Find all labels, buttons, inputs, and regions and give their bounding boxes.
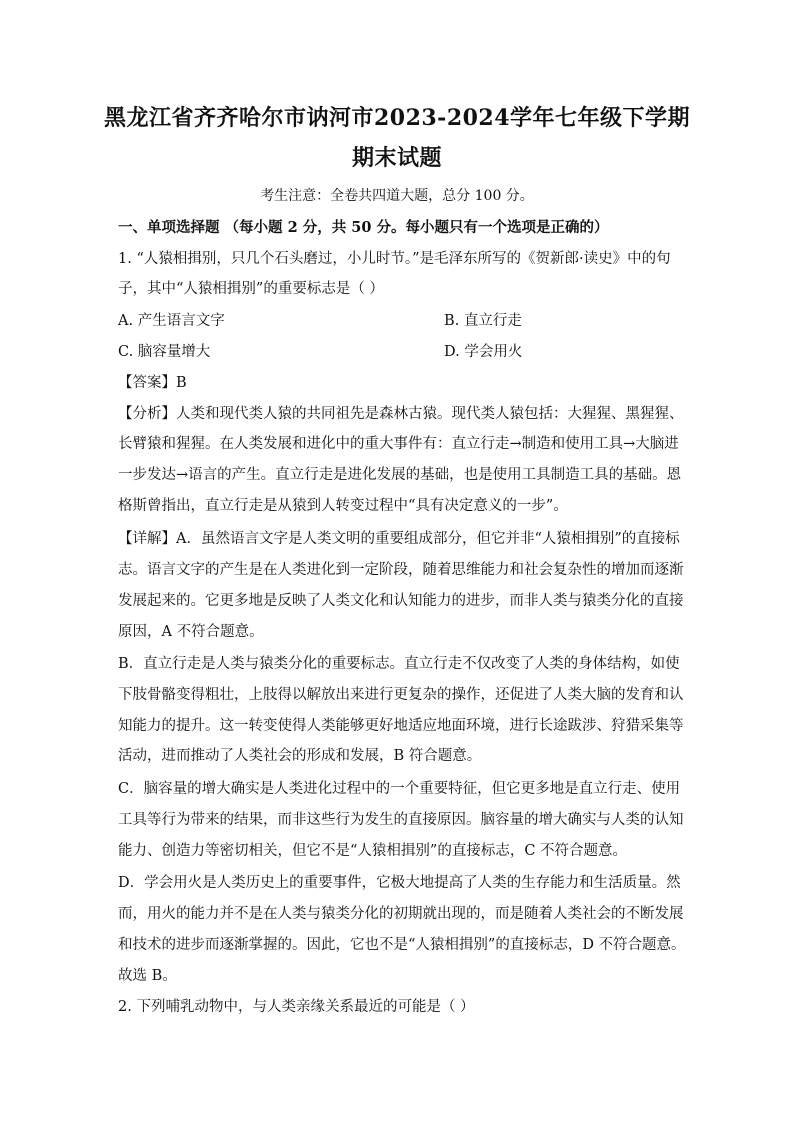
q1-detail-a-line: 志。语言文字的产生是在人类进化到一定阶段，随着思维能力和社会复杂性的增加而逐渐: [118, 562, 684, 578]
q1-detail-b-line: B．直立行走是人类与猿类分化的重要标志。直立行走不仅改变了人类的身体结构，如使: [118, 656, 680, 672]
q1-option-c: C. 脑容量增大: [118, 344, 211, 360]
q1-analysis-line: 格斯曾指出，直立行走是从猿到人转变过程中“具有决定意义的一步”。: [118, 498, 568, 514]
q1-conclusion: 故选 B。: [118, 968, 177, 984]
q1-analysis-line: 一步发达→语言的产生。直立行走是进化发展的基础，也是使用工具制造工具的基础。恩: [118, 467, 682, 483]
q1-detail-d-line: 和技术的进步而逐渐掌握的。因此，它也不是“人猿相揖别”的直接标志，D 不符合题意。: [118, 937, 686, 953]
q1-detail-c-line: C．脑容量的增大确实是人类进化过程中的一个重要特征，但它更多地是直立行走、使用: [118, 781, 681, 797]
exam-title-line1: 黑龙江省齐齐哈尔市讷河市2023-2024学年七年级下学期: [103, 105, 691, 131]
q1-analysis-line: 【分析】人类和现代类人猿的共同祖先是森林古猿。现代类人猿包括：大猩猩、黑猩猩、: [118, 406, 684, 422]
q1-detail-d-line: 而，用火的能力并不是在人类与猿类分化的初期就出现的，而是随着人类社会的不断发展: [118, 906, 684, 922]
q1-option-a: A. 产生语言文字: [118, 313, 225, 329]
q1-detail-a-line: 发展起来的。它更多地是反映了人类文化和认知能力的进步，而非人类与猿类分化的直接: [118, 593, 684, 609]
q1-option-b: B. 直立行走: [444, 313, 522, 329]
exam-title-line2: 期末试题: [351, 145, 442, 171]
q1-detail-d-line: D．学会用火是人类历史上的重要事件，它极大地提高了人类的生存能力和生活质量。然: [118, 875, 681, 891]
q1-stem-line1: 1. “人猿相揖别，只几个石头磨过，小儿时节。”是毛泽东所写的《贺新郎·读史》中的句: [118, 251, 671, 267]
q1-detail-b-line: 活动，进而推动了人类社会的形成和发展，B 符合题意。: [118, 748, 482, 764]
q1-option-d: D. 学会用火: [444, 344, 523, 360]
q2-stem: 2. 下列哺乳动物中，与人类亲缘关系最近的可能是（ ）: [118, 999, 475, 1015]
q1-detail-c-line: 工具等行为带来的结果，而非这些行为发生的直接原因。脑容量的增大确实与人类的认知: [118, 812, 684, 828]
q1-detail-b-line: 下肢骨骼变得粗壮，上肢得以解放出来进行更复杂的操作，还促进了人类大脑的发育和认: [118, 687, 684, 703]
q1-detail-b-line: 知能力的提升。这一转变使得人类能够更好地适应地面环境，进行长途跋涉、狩猎采集等: [118, 718, 684, 734]
q1-detail-c-line: 能力、创造力等密切相关，但它不是“人猿相揖别”的直接标志，C 不符合题意。: [118, 843, 628, 859]
exam-notice: 考生注意：全卷共四道大题，总分 100 分。: [260, 188, 534, 204]
section-heading: 一、单项选择题 （每小题 2 分，共 50 分。每小题只有一个选项是正确的）: [118, 219, 609, 236]
q1-answer: 【答案】B: [118, 375, 187, 391]
q1-detail-a-line: 【详解】A．虽然语言文字是人类文明的重要组成部分，但它并非“人猿相揖别”的直接标: [118, 531, 680, 547]
q1-detail-a-line: 原因，A 不符合题意。: [118, 624, 264, 640]
q1-analysis-line: 长臂猿和猩猩。在人类发展和进化中的重大事件有：直立行走→制造和使用工具→大脑进: [118, 436, 679, 452]
q1-stem-line2: 子，其中“人猿相揖别”的重要标志是（ ）: [118, 281, 384, 297]
